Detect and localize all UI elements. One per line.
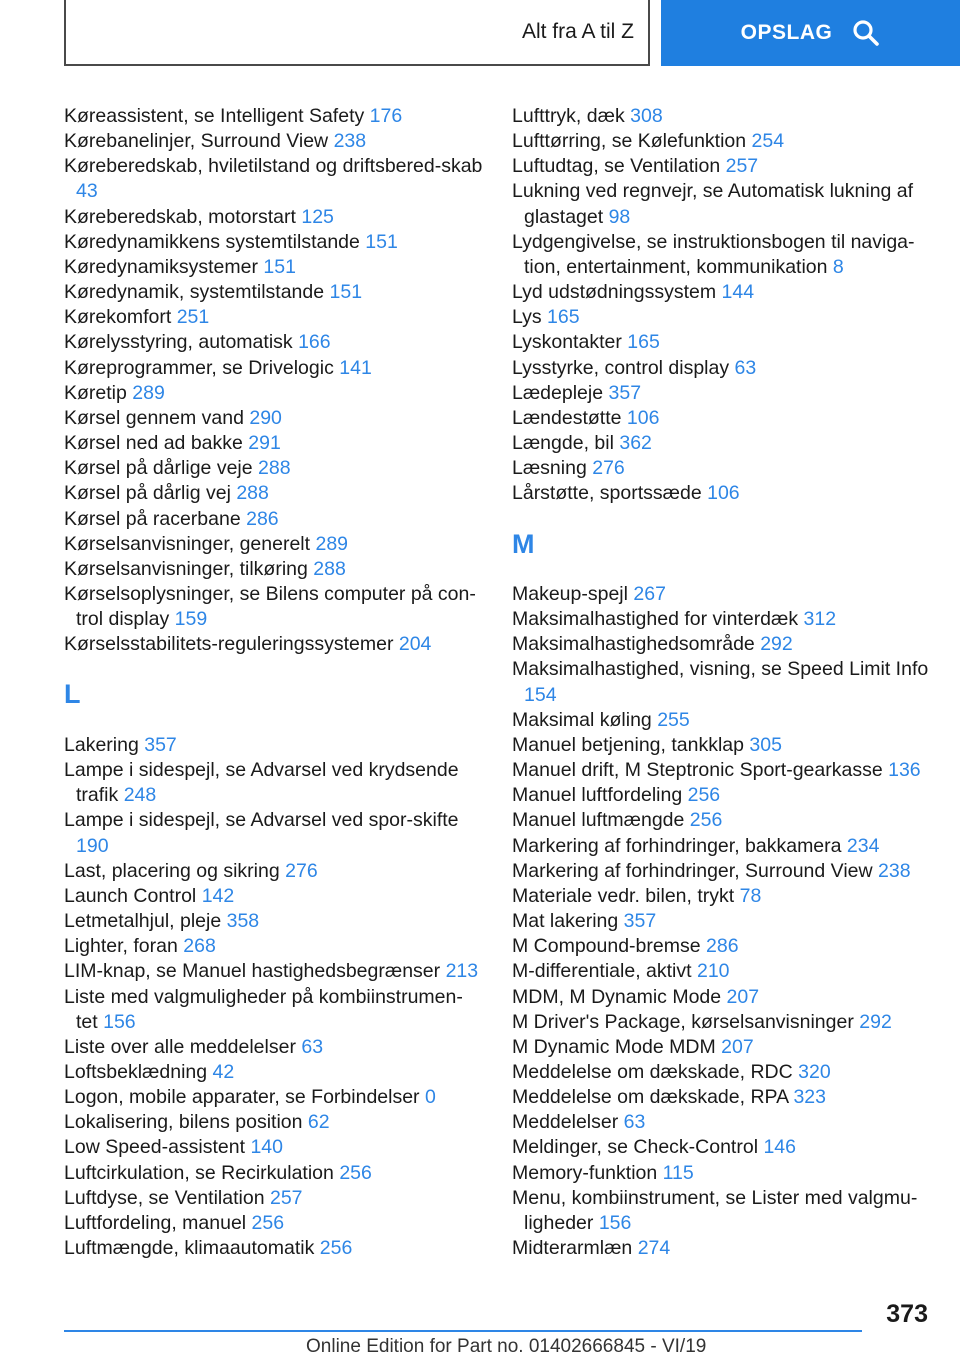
index-entry xyxy=(512,959,932,984)
index-entry-term: M Driver's Package, kørselsanvisninger xyxy=(512,1010,854,1033)
index-entry xyxy=(64,381,484,406)
index-entry-term: Meldinger, se Check-Control xyxy=(512,1136,759,1159)
index-column-left xyxy=(64,104,484,1261)
index-entry xyxy=(64,985,484,1035)
index-entry-term: Midterarmlæn xyxy=(512,1237,633,1260)
index-entry xyxy=(64,154,484,204)
index-entry-page-link[interactable]: 312 xyxy=(803,608,837,631)
index-entry-term: Kørelysstyring, automatisk xyxy=(64,331,293,354)
index-entry-page-link[interactable]: 8 xyxy=(832,255,844,278)
index-entry xyxy=(64,356,484,381)
index-entry xyxy=(512,1085,932,1110)
index-entry-term: Manuel betjening, tankklap xyxy=(512,733,744,756)
index-entry-term: Kørsel på dårlig vej xyxy=(64,482,231,505)
index-entry-page-link[interactable]: 288 xyxy=(258,457,291,480)
index-entry-term: Liste over alle meddelelser xyxy=(64,1035,296,1058)
index-entry xyxy=(64,557,484,582)
index-entry xyxy=(512,708,932,733)
index-entry-term: Makeup-spejl xyxy=(512,583,628,605)
index-entry xyxy=(512,1186,932,1236)
index-entry-term: M Compound-bremse xyxy=(512,935,701,958)
index-entry-term: Luftmængde, klimaautomatik xyxy=(64,1237,315,1260)
index-entry xyxy=(512,1236,932,1261)
index-entry xyxy=(64,205,484,230)
index-entry-term: Lændestøtte xyxy=(512,406,622,429)
index-entry-page-link[interactable]: 106 xyxy=(707,482,740,505)
index-entry-page-link[interactable]: 286 xyxy=(706,935,739,958)
index-entry-term: Liste med valgmuligheder på kombiinstrumen-tet xyxy=(64,985,463,1033)
index-entry-term: Lårstøtte, sportssæde xyxy=(512,482,702,505)
index-entry-term: Læsning xyxy=(512,457,587,480)
index-entry xyxy=(512,607,932,632)
index-entry-term: Maksimalhastighed for vinterdæk xyxy=(512,608,799,631)
index-entry-term: Lampe i sidespejl, se Advarsel ved krydsende trafik xyxy=(64,759,459,807)
index-entry-term: Lampe i sidespejl, se Advarsel ved spor-skifte xyxy=(64,809,459,832)
index-entry xyxy=(64,1085,484,1110)
index-entry-page-link[interactable]: 106 xyxy=(626,406,660,429)
index-entry-page-link[interactable]: 256 xyxy=(687,784,721,807)
index-entry xyxy=(512,230,932,280)
index-entry xyxy=(64,1186,484,1211)
index-entry xyxy=(512,129,932,154)
index-entry-term: Markering af forhindringer, Surround View xyxy=(512,859,873,882)
index-entry-term: Lyskontakter xyxy=(512,331,622,354)
index-entry-term: Maksimalhastighedsområde xyxy=(512,633,755,656)
index-entry-page-link[interactable]: 257 xyxy=(269,1186,303,1209)
index-entry-page-link[interactable]: 292 xyxy=(859,1010,892,1033)
index-entry-term: Lufttørring, se Kølefunktion xyxy=(512,130,747,153)
index-entry-page-link[interactable]: 288 xyxy=(313,557,346,580)
index-entry xyxy=(512,834,932,859)
index-entry-page-link[interactable]: 276 xyxy=(592,457,625,480)
index-entry xyxy=(512,154,932,179)
index-entry xyxy=(64,733,484,758)
index-entry-term: Længde, bil xyxy=(512,432,614,455)
index-entry-page-link[interactable]: 248 xyxy=(123,784,157,807)
index-entry-page-link[interactable]: 43 xyxy=(76,180,98,203)
index-entry-term: Køreassistent, se Intelligent Safety xyxy=(64,105,365,127)
index-entry-term: Meddelelser xyxy=(512,1111,619,1134)
index-entry-term: Lysstyrke, control display xyxy=(512,356,730,379)
index-entry xyxy=(512,632,932,657)
index-entry xyxy=(64,1236,484,1261)
index-entry xyxy=(512,1161,932,1186)
index-entry xyxy=(512,481,932,506)
index-entry-term: Lighter, foran xyxy=(64,935,178,958)
index-entry-term: Low Speed-assistent xyxy=(64,1136,246,1159)
index-entry xyxy=(512,280,932,305)
index-entry xyxy=(64,909,484,934)
index-entry xyxy=(64,532,484,557)
index-entry-term: MDM, M Dynamic Mode xyxy=(512,985,722,1008)
index-entry-page-link[interactable]: 256 xyxy=(339,1161,372,1184)
tab-lookup-label: OPSLAG xyxy=(740,21,833,44)
index-entry-term: Kørselsanvisninger, tilkøring xyxy=(64,557,308,580)
index-entry-page-link[interactable]: 357 xyxy=(623,910,657,933)
index-entry-page-link[interactable]: 63 xyxy=(623,1111,646,1134)
index-entry xyxy=(64,1035,484,1060)
index-entry-term: Kørselsanvisninger, generelt xyxy=(64,532,311,555)
index-entry-page-link[interactable]: 154 xyxy=(524,683,557,706)
index-entry-term: Loftsbeklædning xyxy=(64,1060,208,1083)
index-entry xyxy=(512,733,932,758)
index-entry xyxy=(64,582,484,632)
index-entry xyxy=(64,305,484,330)
index-entry-page-link[interactable]: 140 xyxy=(250,1136,283,1159)
index-entry-page-link[interactable]: 165 xyxy=(547,306,580,329)
index-entry-term: Launch Control xyxy=(64,884,197,907)
index-entry-page-link[interactable]: 254 xyxy=(751,130,785,153)
index-entry xyxy=(64,230,484,255)
index-entry-term: Materiale vedr. bilen, trykt xyxy=(512,884,735,907)
index-entry xyxy=(512,884,932,909)
index-entry-page-link[interactable]: 276 xyxy=(285,859,318,882)
index-entry-page-link[interactable]: 210 xyxy=(696,960,730,983)
search-icon xyxy=(852,19,880,47)
index-entry xyxy=(512,406,932,431)
index-entry xyxy=(512,305,932,330)
index-entry-page-link[interactable]: 286 xyxy=(246,507,279,530)
index-entry-page-link[interactable]: 151 xyxy=(329,281,363,304)
index-entry xyxy=(512,758,932,783)
index-entry-term: M Dynamic Mode MDM xyxy=(512,1035,716,1058)
index-entry-page-link[interactable]: 357 xyxy=(608,381,642,404)
index-entry xyxy=(64,884,484,909)
index-entry-term: Køreberedskab, hviletilstand og driftsbered-skab xyxy=(64,155,483,178)
index-entry xyxy=(64,456,484,481)
index-entry-term: Køretip xyxy=(64,381,127,404)
index-entry-page-link[interactable]: 151 xyxy=(263,255,296,278)
index-entry-page-link[interactable]: 292 xyxy=(760,633,793,656)
index-entry xyxy=(64,406,484,431)
index-entry xyxy=(64,280,484,305)
index-entry-page-link[interactable]: 166 xyxy=(298,331,331,354)
index-entry-page-link[interactable]: 251 xyxy=(176,306,210,329)
index-entry xyxy=(512,1135,932,1160)
index-entry xyxy=(512,1035,932,1060)
index-entry-term: Kørebanelinjer, Surround View xyxy=(64,130,329,153)
index-entry xyxy=(64,129,484,154)
index-entry-page-link[interactable]: 268 xyxy=(183,935,216,958)
index-entry-page-link[interactable]: 289 xyxy=(132,381,165,404)
index-entry xyxy=(512,582,932,607)
index-entry xyxy=(512,356,932,381)
index-entry-page-link[interactable]: 267 xyxy=(633,583,666,605)
index-entry-term: Menu, kombiinstrument, se Lister med valgmu-ligheder xyxy=(512,1186,918,1234)
index-entry-term: Lakering xyxy=(64,733,139,756)
index-entry xyxy=(512,934,932,959)
index-column-right xyxy=(512,104,932,1261)
index-entry xyxy=(64,330,484,355)
index-entry-page-link[interactable]: 176 xyxy=(369,105,403,127)
index-entry-page-link[interactable]: 291 xyxy=(248,432,281,455)
index-entry-term: Maksimalhastighed, visning, se Speed Limit Info xyxy=(512,658,929,681)
index-entry-term: Kørsel på racerbane xyxy=(64,507,241,530)
index-entry-page-link[interactable]: 238 xyxy=(333,130,367,153)
index-entry-term: M-differentiale, aktivt xyxy=(512,960,692,983)
index-entry-term: Luftdyse, se Ventilation xyxy=(64,1186,265,1209)
index-entry-page-link[interactable]: 0 xyxy=(424,1086,436,1109)
index-entry-page-link[interactable]: 308 xyxy=(630,105,663,127)
index-entry-term: Køredynamik, systemtilstande xyxy=(64,281,325,304)
tab-lookup[interactable] xyxy=(661,0,960,66)
index-entry xyxy=(512,381,932,406)
index-entry-page-link[interactable]: 165 xyxy=(627,331,660,354)
index-entry-page-link[interactable]: 238 xyxy=(878,859,911,882)
index-entry xyxy=(512,808,932,833)
index-entry-page-link[interactable]: 115 xyxy=(662,1161,694,1184)
index-entry xyxy=(64,1135,484,1160)
index-entry-term: Markering af forhindringer, bakkamera xyxy=(512,834,842,857)
index-entry-page-link[interactable]: 290 xyxy=(249,406,282,429)
index-entry-page-link[interactable]: 78 xyxy=(739,884,762,907)
index-entry-page-link[interactable]: 274 xyxy=(637,1237,671,1260)
index-entry-term: Lyd udstødningssystem xyxy=(512,281,717,304)
index-entry-page-link[interactable]: 256 xyxy=(319,1237,353,1260)
index-entry-term: Lokalisering, bilens position xyxy=(64,1111,303,1134)
index-entry xyxy=(64,1161,484,1186)
index-entry-page-link[interactable]: 256 xyxy=(689,809,723,832)
index-entry-term: Manuel drift, M Steptronic Sport-gearkasse xyxy=(512,759,883,782)
index-entry-term: Luftcirkulation, se Recirkulation xyxy=(64,1161,334,1184)
index-entry xyxy=(64,1211,484,1236)
index-entry xyxy=(512,657,932,707)
index-entry-page-link[interactable]: 144 xyxy=(721,281,755,304)
index-entry xyxy=(512,859,932,884)
index-entry xyxy=(512,179,932,229)
index-entry-page-link[interactable]: 323 xyxy=(793,1086,826,1109)
index-entry-term: Manuel luftfordeling xyxy=(512,784,683,807)
index-entry-page-link[interactable]: 159 xyxy=(174,608,208,631)
index-entry-term: Kørsel på dårlige veje xyxy=(64,457,253,480)
index-entry-page-link[interactable]: 42 xyxy=(212,1060,235,1083)
index-entry-term: Kørselsstabilitets-reguleringssystemer xyxy=(64,633,394,656)
index-entry xyxy=(64,431,484,456)
index-entry-page-link[interactable]: 141 xyxy=(339,356,372,379)
index-entry-page-link[interactable]: 362 xyxy=(619,432,652,455)
index-entry-term: Maksimal køling xyxy=(512,708,652,731)
index-entry-page-link[interactable]: 98 xyxy=(608,205,631,228)
index-entry-term: Luftudtag, se Ventilation xyxy=(512,155,721,178)
index-entry-page-link[interactable]: 234 xyxy=(846,834,880,857)
index-entry-term: Kørselsoplysninger, se Bilens computer på con-trol display xyxy=(64,582,476,631)
index-entry xyxy=(512,783,932,808)
index-entry xyxy=(64,255,484,280)
index-entry-term: Meddelelse om dækskade, RDC xyxy=(512,1060,793,1083)
index-entry-term: Lukning ved regnvejr, se Automatisk lukning af glastaget xyxy=(512,180,914,228)
index-entry-page-link[interactable]: 207 xyxy=(721,1035,754,1058)
tab-alphabetical-label: Alt fra A til Z xyxy=(521,20,634,43)
index-entry-term: Mat lakering xyxy=(512,910,619,933)
index-entry-term: Memory-funktion xyxy=(512,1161,658,1184)
index-entry-page-link[interactable]: 289 xyxy=(315,532,349,555)
index-entry-page-link[interactable]: 156 xyxy=(598,1211,632,1234)
footer-divider xyxy=(64,1330,862,1332)
index-entry-term: Køredynamiksystemer xyxy=(64,255,258,278)
index-entry-term: Køreberedskab, motorstart xyxy=(64,205,296,228)
index-entry-page-link[interactable]: 142 xyxy=(201,884,235,907)
index-entry xyxy=(64,1060,484,1085)
index-entry xyxy=(64,859,484,884)
index-entry-term: Manuel luftmængde xyxy=(512,809,685,832)
index-entry-page-link[interactable]: 146 xyxy=(763,1136,796,1159)
index-entry xyxy=(512,1110,932,1135)
index-entry-page-link[interactable]: 358 xyxy=(226,910,260,933)
index-entry xyxy=(64,934,484,959)
footer-edition-text: Online Edition for Part no. 01402666845 - VI/19 xyxy=(306,1336,707,1357)
index-entry-page-link[interactable]: 63 xyxy=(301,1035,324,1058)
index-entry-page-link[interactable]: 125 xyxy=(301,205,334,228)
index-entry-page-link[interactable]: 257 xyxy=(725,155,759,178)
index-entry xyxy=(512,985,932,1010)
index-entry xyxy=(64,632,484,657)
index-entry-page-link[interactable]: 207 xyxy=(726,985,760,1008)
index-entry-page-link[interactable]: 255 xyxy=(657,708,690,731)
index-entry-term: Luftfordeling, manuel xyxy=(64,1211,247,1234)
index-entry-term: Logon, mobile apparater, se Forbindelser xyxy=(64,1086,420,1109)
index-entry-term: Lydgengivelse, se instruktionsbogen til naviga-tion, entertainment, kommunikation xyxy=(512,230,915,278)
index-entry xyxy=(512,330,932,355)
index-entry-page-link[interactable]: 305 xyxy=(749,733,782,756)
index-entry xyxy=(64,758,484,808)
index-entry-page-link[interactable]: 190 xyxy=(76,834,109,857)
index-entry xyxy=(512,1060,932,1085)
index-entry-page-link[interactable]: 151 xyxy=(365,230,398,253)
index-entry xyxy=(512,456,932,481)
index-entry xyxy=(64,104,484,129)
section-letter-heading: L xyxy=(64,679,81,710)
index-entry-term: Køreprogrammer, se Drivelogic xyxy=(64,356,334,379)
index-entry-page-link[interactable]: 288 xyxy=(236,482,269,505)
index-entry-page-link[interactable]: 213 xyxy=(445,960,479,983)
index-entry xyxy=(512,1010,932,1035)
index-entry xyxy=(512,104,932,129)
index-entry-term: Lufttryk, dæk xyxy=(512,105,625,127)
index-entry-page-link[interactable]: 256 xyxy=(251,1211,285,1234)
index-entry-term: Kørsel gennem vand xyxy=(64,406,244,429)
index-entry-page-link[interactable]: 320 xyxy=(798,1060,831,1083)
index-entry-page-link[interactable]: 62 xyxy=(307,1111,330,1134)
index-entry-term: Lys xyxy=(512,306,542,329)
index-entry-term: LIM-knap, se Manuel hastighedsbegrænser xyxy=(64,960,441,983)
index-entry xyxy=(64,1110,484,1135)
index-entry-term: Letmetalhjul, pleje xyxy=(64,910,222,933)
page-number: 373 xyxy=(886,1300,928,1328)
index-entry-term: Lædepleje xyxy=(512,381,604,404)
section-letter-heading: M xyxy=(512,528,535,559)
index-entry-page-link[interactable]: 136 xyxy=(888,759,921,782)
index-entry xyxy=(64,808,484,858)
index-entry-page-link[interactable]: 204 xyxy=(398,633,432,656)
index-entry-term: Køredynamikkens systemtilstande xyxy=(64,230,360,253)
index-entry-term: Last, placering og sikring xyxy=(64,859,280,882)
index-entry-term: Kørsel ned ad bakke xyxy=(64,432,243,455)
index-entry xyxy=(512,909,932,934)
tab-alphabetical-index[interactable] xyxy=(64,0,650,66)
index-entry xyxy=(64,507,484,532)
index-entry xyxy=(64,481,484,506)
index-entry-term: Meddelelse om dækskade, RPA xyxy=(512,1086,789,1109)
index-entry-page-link[interactable]: 357 xyxy=(144,733,177,756)
index-entry xyxy=(512,431,932,456)
index-entry-page-link[interactable]: 156 xyxy=(103,1010,136,1033)
index-entry xyxy=(64,959,484,984)
index-entry-term: Kørekomfort xyxy=(64,306,172,329)
index-entry-page-link[interactable]: 63 xyxy=(734,356,757,379)
header-bar xyxy=(0,0,960,66)
